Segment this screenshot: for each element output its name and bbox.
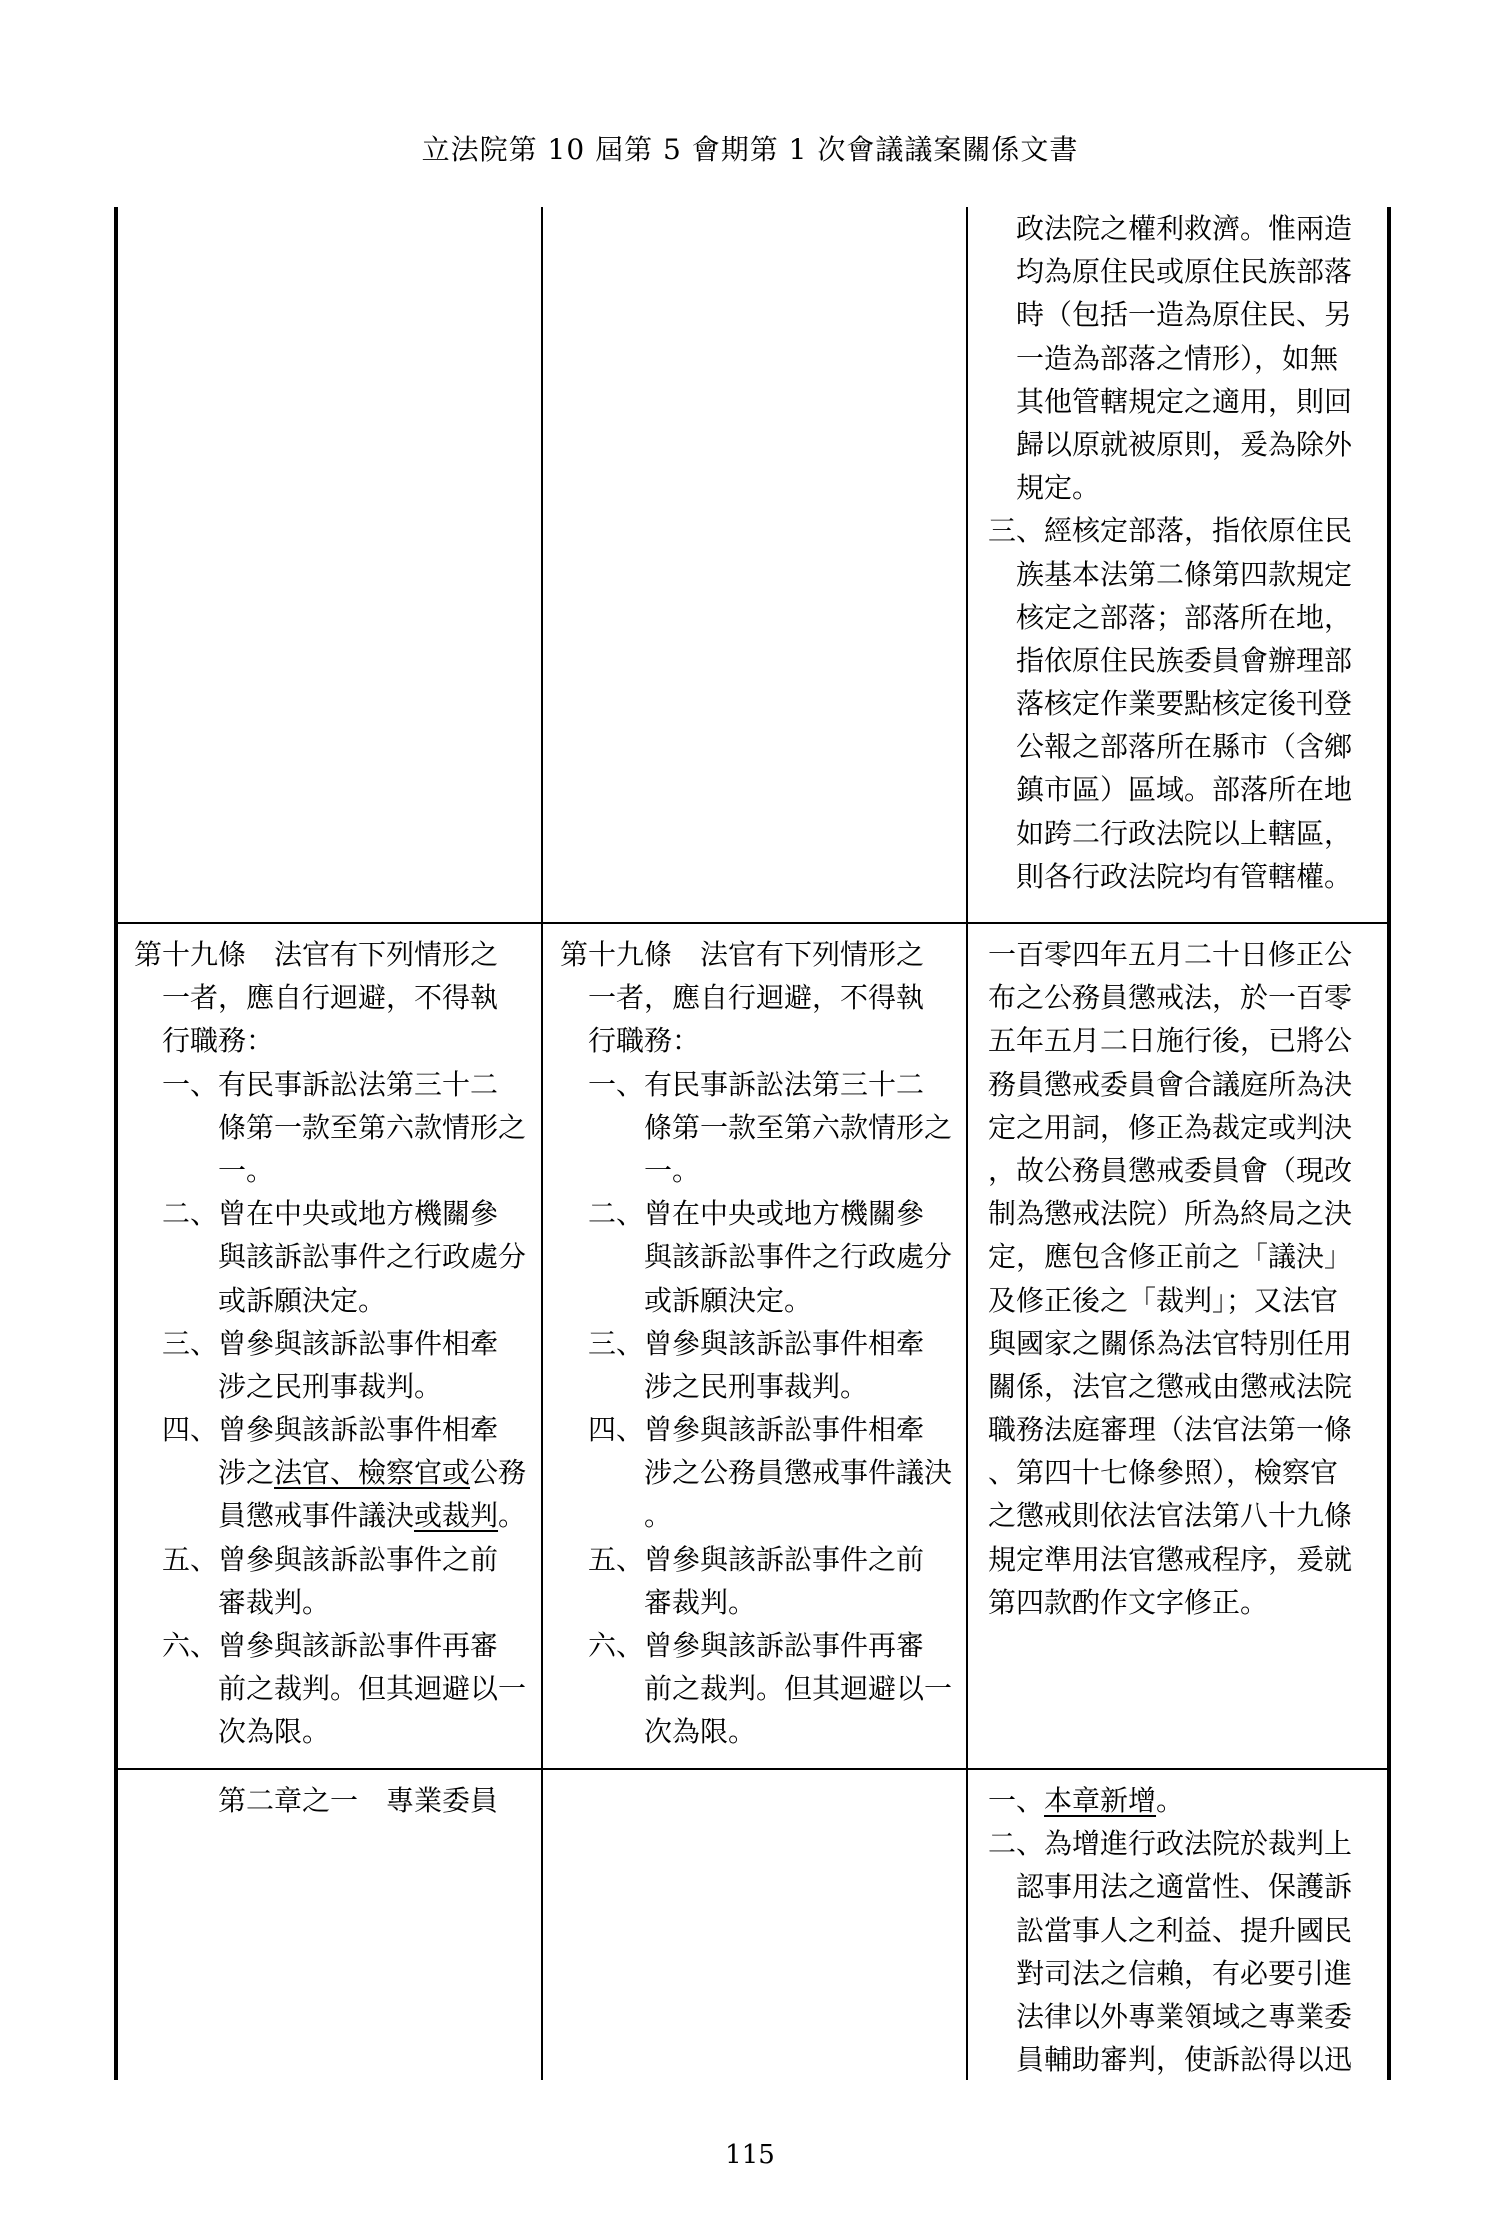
text-line: 一百零四年五月二十日修正公 bbox=[988, 938, 1353, 971]
text-line-with-underline: 涉之法官、檢察官或公務 bbox=[218, 1456, 527, 1490]
text-line: 對司法之信賴，有必要引進 bbox=[1016, 1956, 1353, 1990]
text-line: 、第四十七條參照），檢察官 bbox=[988, 1456, 1339, 1490]
text-line: 核定之部落；部落所在地， bbox=[1016, 600, 1353, 634]
text-line: 或訴願決定。 bbox=[644, 1283, 813, 1317]
text-line: 一造為部落之情形），如無 bbox=[1016, 341, 1339, 375]
underlined-amendment: 法官、檢察官或 bbox=[274, 1456, 471, 1490]
text-line: 四、曾參與該訴訟事件相牽 bbox=[588, 1413, 925, 1447]
text-line: 六、曾參與該訴訟事件再審 bbox=[588, 1629, 925, 1662]
text-line: 規定準用法官懲戒程序，爰就 bbox=[988, 1542, 1353, 1576]
underlined-amendment: 本章新增 bbox=[1044, 1784, 1157, 1817]
text-line: 條第一款至第六款情形之 bbox=[644, 1110, 953, 1144]
text-line: 。 bbox=[644, 1499, 673, 1533]
page-header: 立法院第 10 屆第 5 會期第 1 次會議議案關係文書 bbox=[421, 133, 1079, 166]
text-line: 三、曾參與該訴訟事件相牽 bbox=[588, 1326, 925, 1360]
text-line: 五、曾參與該訴訟事件之前 bbox=[162, 1542, 499, 1576]
text-line: 前之裁判。但其迴避以一 bbox=[644, 1672, 953, 1706]
text-line: 二、為增進行政法院於裁判上 bbox=[988, 1827, 1353, 1861]
row3-col3-explanation bbox=[988, 1779, 1352, 2081]
text-line: 四、曾參與該訴訟事件相牽 bbox=[162, 1413, 499, 1447]
text-line: 及修正後之「裁判」；又法官 bbox=[988, 1283, 1339, 1317]
text-line: 條第一款至第六款情形之 bbox=[218, 1110, 527, 1144]
text-line: 次為限。 bbox=[218, 1715, 331, 1749]
underlined-amendment: 或裁判 bbox=[414, 1499, 499, 1533]
table-right-border bbox=[1387, 207, 1391, 2080]
text-line-with-underline: 員懲戒事件議決或裁判。 bbox=[218, 1499, 527, 1533]
row2-col1-amended-article bbox=[134, 933, 526, 1754]
text-line: 五、曾參與該訴訟事件之前 bbox=[588, 1542, 925, 1576]
text-line: 涉之民刑事裁判。 bbox=[644, 1369, 869, 1403]
text-line-with-underline: 一、本章新增。 bbox=[988, 1784, 1185, 1817]
chapter-title: 第二章之一 專業委員 bbox=[218, 1784, 499, 1817]
text-line: 法律以外專業領域之專業委 bbox=[1016, 1999, 1353, 2033]
text-line: 定，應包含修正前之「議決」 bbox=[988, 1240, 1353, 1274]
text-line: 第四款酌作文字修正。 bbox=[988, 1585, 1269, 1619]
text-line: 一者，應自行迴避，不得執 bbox=[588, 981, 925, 1015]
text-line: 一、有民事訴訟法第三十二 bbox=[588, 1067, 925, 1101]
text-line: 鎮市區）區域。部落所在地 bbox=[1016, 773, 1353, 807]
text-line: 三、經核定部落，指依原住民 bbox=[988, 514, 1353, 548]
text-line: 如跨二行政法院以上轄區， bbox=[1016, 816, 1353, 850]
text-line: 一者，應自行迴避，不得執 bbox=[162, 981, 499, 1015]
text-line: 政法院之權利救濟。惟兩造 bbox=[1016, 212, 1353, 245]
table-divider-2 bbox=[966, 207, 968, 2080]
row-separator-1 bbox=[114, 922, 1391, 924]
text-line: 第十九條 法官有下列情形之 bbox=[134, 938, 499, 971]
text-line: 審裁判。 bbox=[218, 1585, 331, 1619]
text-line: 涉之民刑事裁判。 bbox=[218, 1369, 443, 1403]
row-separator-2 bbox=[114, 1768, 1391, 1770]
text-line: 指依原住民族委員會辦理部 bbox=[1016, 643, 1353, 677]
text-line: 一。 bbox=[644, 1153, 701, 1187]
text-line: 族基本法第二條第四款規定 bbox=[1016, 557, 1353, 591]
text-line: 一、有民事訴訟法第三十二 bbox=[162, 1067, 499, 1101]
text-line: 二、曾在中央或地方機關參 bbox=[162, 1197, 499, 1231]
text-line: 二、曾在中央或地方機關參 bbox=[588, 1197, 925, 1231]
text-line: 行職務： bbox=[588, 1024, 701, 1058]
text-line: 規定。 bbox=[1016, 471, 1101, 505]
text-line: 五年五月二日施行後，已將公 bbox=[988, 1024, 1353, 1058]
table-divider-1 bbox=[541, 207, 543, 2080]
text-line: 與該訴訟事件之行政處分 bbox=[644, 1240, 953, 1274]
page-number: 115 bbox=[725, 2140, 775, 2170]
text-line: 均為原住民或原住民族部落 bbox=[1016, 255, 1353, 289]
text-line: 布之公務員懲戒法，於一百零 bbox=[988, 981, 1353, 1015]
text-line: ，故公務員懲戒委員會（現改 bbox=[988, 1153, 1353, 1187]
text-line: 則各行政法院均有管轄權。 bbox=[1016, 859, 1353, 893]
text-line: 職務法庭審理（法官法第一條 bbox=[988, 1413, 1353, 1447]
text-line: 行職務： bbox=[162, 1024, 275, 1058]
text-line: 其他管轄規定之適用，則回 bbox=[1016, 384, 1353, 418]
text-line: 落核定作業要點核定後刊登 bbox=[1016, 687, 1353, 721]
text-line: 三、曾參與該訴訟事件相牽 bbox=[162, 1326, 499, 1360]
text-line: 涉之公務員懲戒事件議決 bbox=[644, 1456, 953, 1490]
row2-col2-current-article bbox=[560, 933, 952, 1754]
text-line: 認事用法之適當性、保護訴 bbox=[1016, 1870, 1353, 1904]
text-line: 定之用詞，修正為裁定或判決 bbox=[988, 1110, 1353, 1144]
table-left-border bbox=[114, 207, 118, 2080]
text-line: 第十九條 法官有下列情形之 bbox=[560, 938, 925, 971]
text-line: 次為限。 bbox=[644, 1715, 757, 1749]
text-line: 審裁判。 bbox=[644, 1585, 757, 1619]
text-line: 與國家之關係為法官特別任用 bbox=[988, 1326, 1353, 1360]
text-line: 員輔助審判，使訴訟得以迅 bbox=[1016, 2043, 1353, 2077]
text-line: 一。 bbox=[218, 1153, 275, 1187]
text-line: 制為懲戒法院）所為終局之決 bbox=[988, 1197, 1353, 1231]
text-line: 務員懲戒委員會合議庭所為決 bbox=[988, 1067, 1353, 1101]
text-line: 時（包括一造為原住民、另 bbox=[1016, 298, 1353, 332]
row1-col3-explanation bbox=[988, 207, 1352, 898]
text-line: 歸以原就被原則，爰為除外 bbox=[1016, 427, 1353, 461]
text-line: 或訴願決定。 bbox=[218, 1283, 387, 1317]
text-line: 前之裁判。但其迴避以一 bbox=[218, 1672, 527, 1706]
text-line: 與該訴訟事件之行政處分 bbox=[218, 1240, 527, 1274]
text-line: 六、曾參與該訴訟事件再審 bbox=[162, 1629, 499, 1662]
row3-col1-chapter-heading bbox=[218, 1779, 498, 1822]
text-line: 之懲戒則依法官法第八十九條 bbox=[988, 1499, 1353, 1533]
row2-col3-explanation bbox=[988, 933, 1352, 1624]
text-line: 公報之部落所在縣市（含鄉 bbox=[1016, 730, 1353, 764]
text-line: 關係，法官之懲戒由懲戒法院 bbox=[988, 1369, 1353, 1403]
text-line: 訟當事人之利益、提升國民 bbox=[1016, 1913, 1353, 1947]
